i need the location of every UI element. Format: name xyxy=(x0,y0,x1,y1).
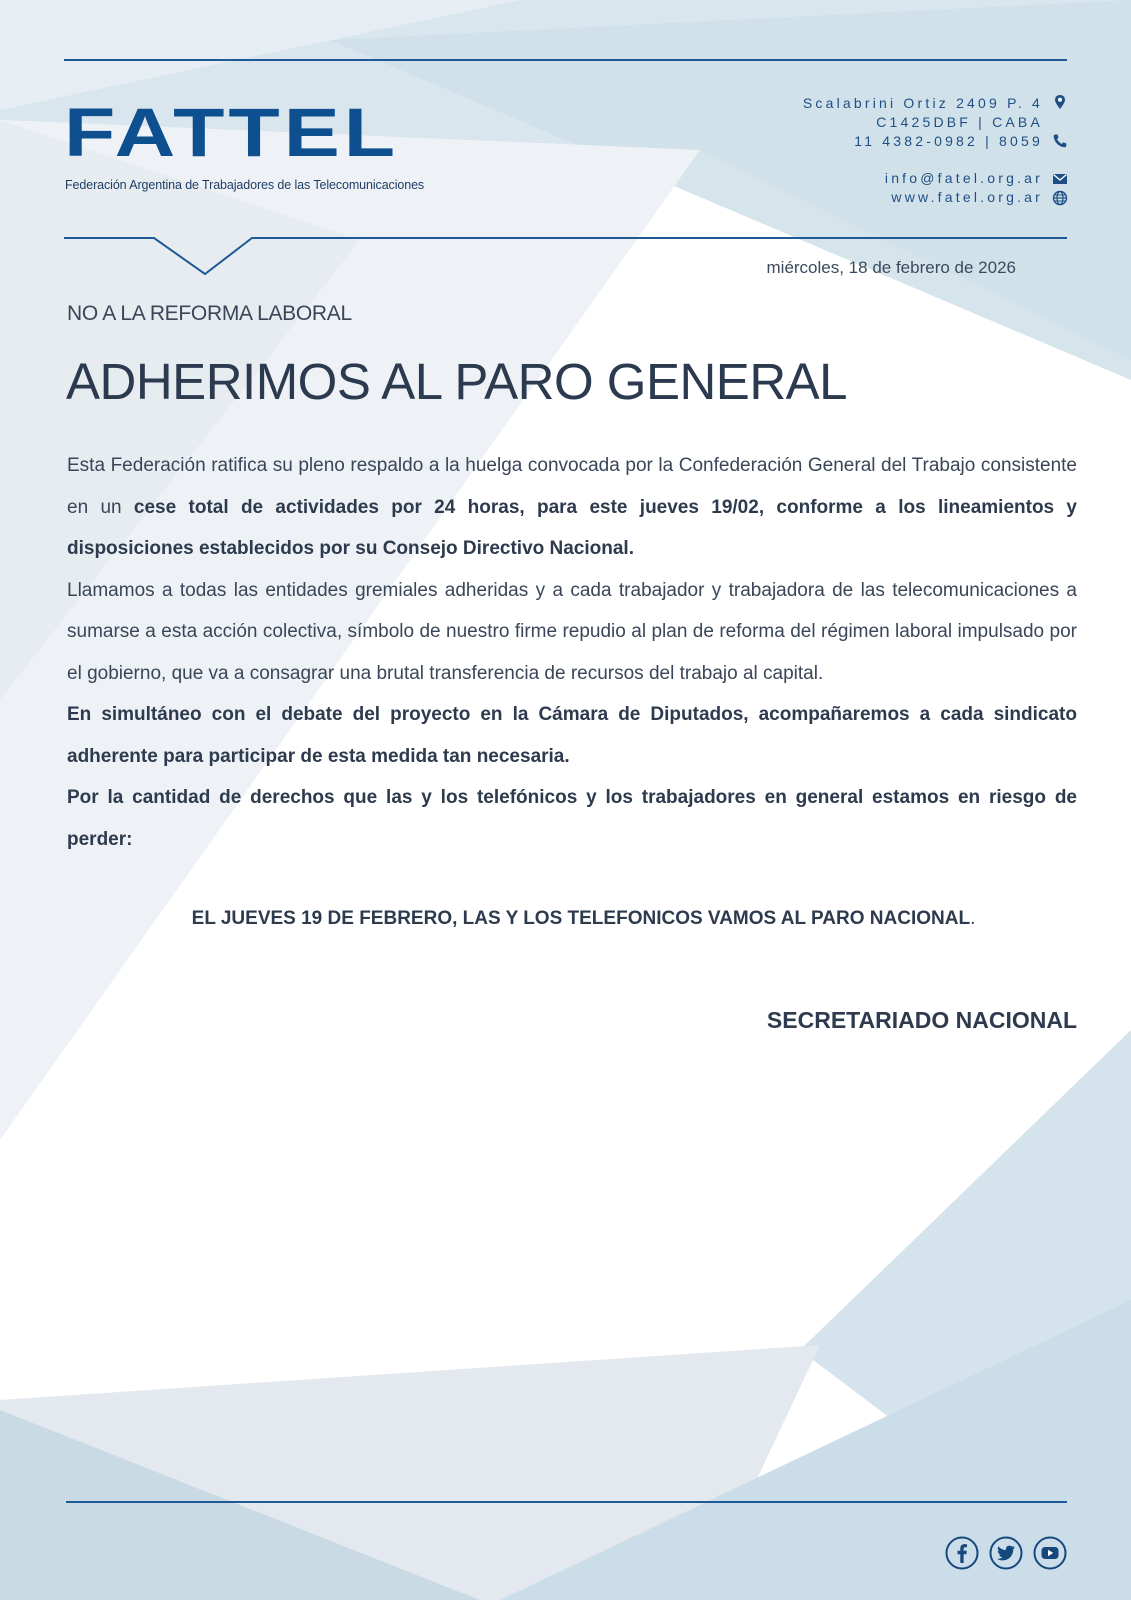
page-title: ADHERIMOS AL PARO GENERAL xyxy=(66,353,848,410)
globe-icon xyxy=(1052,190,1068,206)
footer-rule xyxy=(66,1501,1067,1503)
top-rule xyxy=(64,59,1067,61)
paragraph-1 xyxy=(67,445,1077,570)
address-line-1: Scalabrini Ortiz 2409 P. 4 xyxy=(802,95,1043,111)
phone-number: 11 4382-0982 | 8059 xyxy=(854,133,1043,149)
phone-icon xyxy=(1052,133,1068,149)
paragraph-3-bold: En simultáneo con el debate del proyecto en la Cámara de Diputados, acompañaremos a cada sindicato adherente para participar de esta medida tan necesaria. xyxy=(67,704,1077,767)
youtube-icon[interactable] xyxy=(1033,1536,1067,1570)
paragraph-3 xyxy=(67,694,1077,777)
address-line-2: C1425DBF | CABA xyxy=(876,114,1043,130)
paragraph-1-bold: cese total de actividades por 24 horas, para este jueves 19/02, conforme a los lineamientos y disposiciones establecidos por su Consejo Directivo Nacional. xyxy=(67,496,1078,559)
logo-wordmark: FATTEL xyxy=(64,93,400,171)
facebook-icon[interactable] xyxy=(945,1536,979,1570)
paragraph-2: Llamamos a todas las entidades gremiales adheridas y a cada trabajador y trabajadora de las telecomunicaciones a sumarse a esta acción colectiva, símbolo de nuestro firme repudio al plan de reforma del régimen laboral impulsado por el gobierno, que va a consagrar una brutal transferencia de recursos del trabajo al capital. xyxy=(67,579,1077,684)
call-to-action xyxy=(0,908,1131,930)
website-link[interactable]: www.fatel.org.ar xyxy=(891,189,1043,205)
document-date: miércoles, 18 de febrero de 2026 xyxy=(766,258,1016,277)
envelope-icon xyxy=(1052,171,1068,187)
email-link[interactable]: info@fatel.org.ar xyxy=(884,170,1043,186)
body-text xyxy=(67,445,1077,860)
paragraph-1-intro: Esta Federación ratifica su pleno respaldo a la huelga convocada por la Confederación General del Trabajo consistente en un xyxy=(67,455,1077,518)
call-to-action-text: EL JUEVES 19 DE FEBRERO, LAS Y LOS TELEFONICOS VAMOS AL PARO NACIONAL xyxy=(191,908,971,929)
call-to-action-end: . xyxy=(970,908,976,929)
paragraph-4-bold: Por la cantidad de derechos que las y los telefónicos y los trabajadores en general estamos en riesgo de perder: xyxy=(67,787,1077,850)
signature: SECRETARIADO NACIONAL xyxy=(766,1007,1077,1033)
paragraph-4 xyxy=(67,777,1077,860)
kicker-label: NO A LA REFORMA LABORAL xyxy=(67,302,352,325)
logo-subtitle: Federación Argentina de Trabajadores de las Telecomunicaciones xyxy=(65,178,425,192)
location-pin-icon xyxy=(1052,94,1068,110)
twitter-icon[interactable] xyxy=(989,1536,1023,1570)
